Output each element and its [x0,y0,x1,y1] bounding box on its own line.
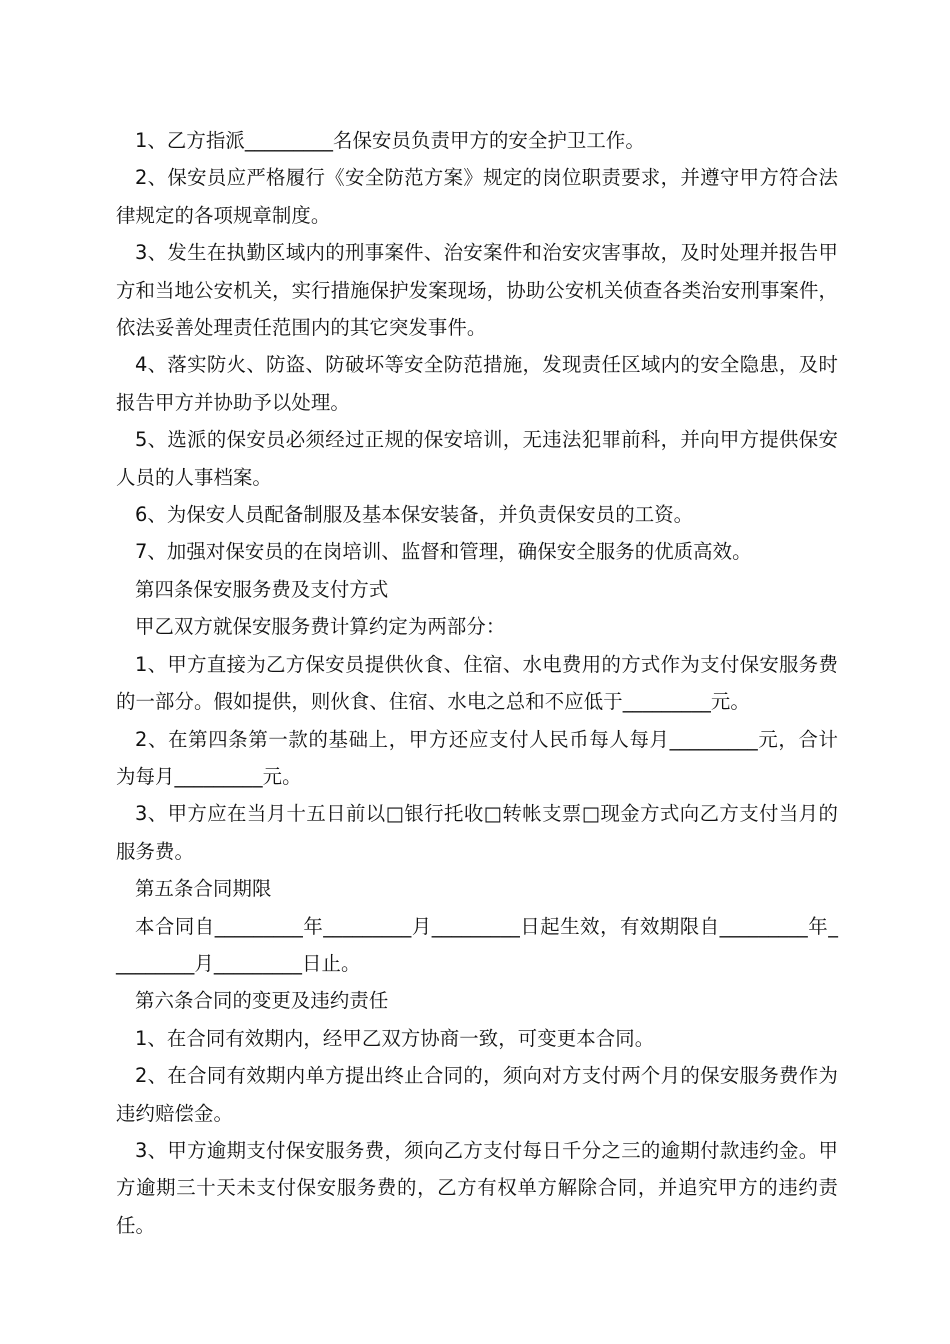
change-clause-3: 3、甲方逾期支付保安服务费，须向乙方支付每日千分之三的逾期付款违约金。甲方逾期三十天未支付保安服务费的，乙方有权单方解除合同，并追究甲方的违约责任。 [116,1138,838,1237]
fee-clause-3: 3、甲方应在当月十五日前以□银行托收□转帐支票□现金方式向乙方支付当月的服务费。 [116,802,838,863]
clause-guard-duties: 2、保安员应严格履行《安全防范方案》规定的岗位职责要求，并遵守甲方符合法律规定的各项规章制度。 [116,166,838,227]
fee-intro: 甲乙双方就保安服务费计算约定为两部分： [135,615,506,639]
clause-equipment-wages: 6、为保安人员配备制服及基本保安装备，并负责保安员的工资。 [135,503,694,527]
clause-incident-handling: 3、发生在执勤区域内的刑事案件、治安案件和治安灾害事故，及时处理并报告甲方和当地公安机关，实行措施保护发案现场，协助公安机关侦查各类治安刑事案件，依法妥善处理责任范围内的其它突发事件。 [116,241,838,340]
document-body [116,122,838,1244]
fee-clause-1: 1、甲方直接为乙方保安员提供伙食、住宿、水电费用的方式作为支付保安服务费的一部分。假如提供，则伙食、住宿、水电之总和不应低于_________元。 [116,652,838,714]
change-clause-2: 2、在合同有效期内单方提出终止合同的，须向对方支付两个月的保安服务费作为违约赔偿金。 [116,1064,838,1125]
fee-clause-2: 2、在第四条第一款的基础上，甲方还应支付人民币每人每月_________元，合计为每月_________元。 [116,727,838,788]
clause-guard-selection: 5、选派的保安员必须经过正规的保安培训，无违法犯罪前科，并向甲方提供保安人员的人事档案。 [116,428,838,489]
article-5-heading: 第五条合同期限 [135,877,272,901]
clause-yi-assign-guards: 1、乙方指派_________名保安员负责甲方的安全护卫工作。 [135,129,645,152]
contract-term: 本合同自_________年_________月_________日起生效，有效期限自_________年_________月_________日止。 [116,914,838,975]
article-4-heading: 第四条保安服务费及支付方式 [135,577,389,601]
clause-training-supervision: 7、加强对保安员的在岗培训、监督和管理，确保安全服务的优质高效。 [135,540,752,564]
change-clause-1: 1、在合同有效期内，经甲乙双方协商一致，可变更本合同。 [135,1026,655,1050]
article-6-heading: 第六条合同的变更及违约责任 [135,989,389,1013]
clause-safety-measures: 4、落实防火、防盗、防破坏等安全防范措施，发现责任区域内的安全隐患，及时报告甲方并协助予以处理。 [116,353,838,414]
